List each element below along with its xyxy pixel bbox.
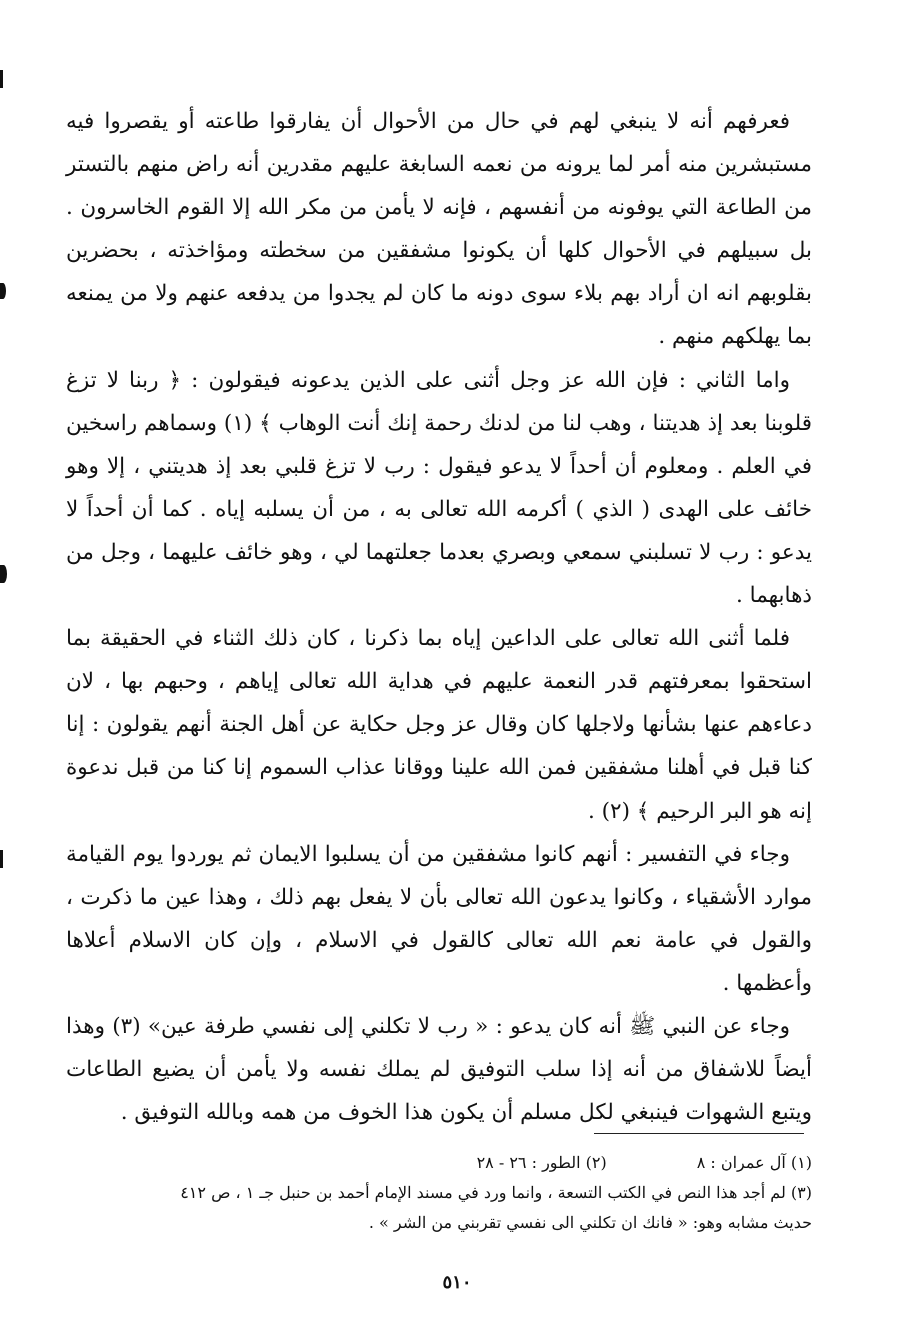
paragraph-1: فعرفهم أنه لا ينبغي لهم في حال من الأحوال أن يفارقوا طاعته أو يقصروا فيه مستبشرين منه أمر لما يرونه من نعمه السابغة عليهم مقدرين أنه راض منهم بالتستر من الطاعة التي يوفونه من أنفسهم ، فإنه لا يأمن من مكر الله إلا القوم الخاسرون . بل سبيلهم في الأحوال كلها أن يكونوا مشفقين من سخطته ومؤاخذته ، بحضرين بقلوبهم انه ان أراد بهم بلاء سوى دونه ما كان لم يجدوا من يدفعه عنهم ولا من يمنعه بما يهلكهم منهم . bbox=[66, 109, 812, 350]
margin-mark-top bbox=[0, 70, 3, 88]
margin-mark-upper bbox=[0, 283, 6, 299]
footnote-separator bbox=[594, 1133, 804, 1134]
paragraph-4: وجاء في التفسير : أنهم كانوا مشفقين من أن يسلبوا الايمان ثم يوردوا يوم القيامة موارد الأشقياء ، وكانوا يدعون الله تعالى بأن لا يفعل بهم ذلك ، وهذا عين ما ذكرت ، والقول في عامة نعم الله تعالى كالقول في الاسلام ، وإن كان الاسلام أعلاها وأعظمها . bbox=[66, 841, 812, 996]
paragraph-3: فلما أثنى الله تعالى على الداعين إياه بما ذكرنا ، كان ذلك الثناء في الحقيقة بما استحقوا بمعرفتهم قدر النعمة عليهم في هداية الله تعالى إياهم ، وحبهم بها ، لان دعاءهم عنها بشأنها ولاجلها كان وقال عز وجل حكاية عن أهل الجنة أنهم يقولون : إنا كنا قبل في أهلنا مشفقين فمن الله علينا ووقانا عذاب السموم إنا كنا من قبل ندعوة إنه هو البر الرحيم ﴾ (٢) . bbox=[66, 626, 812, 824]
footnote-1: (١) آل عمران : ٨ bbox=[696, 1153, 812, 1172]
footnote-3-line-1: (٣) لم أجد هذا النص في الكتب التسعة ، وانما ورد في مسند الإمام أحمد بن حنبل جـ ١ ، ص ٤١٢ bbox=[180, 1183, 812, 1202]
footnote-3-line-2: حديث مشابه وهو: « فانك ان تكلني الى نفسي تقربني من الشر » . bbox=[368, 1213, 812, 1232]
margin-mark-lower bbox=[0, 850, 3, 868]
footnote-2: (٢) الطور : ٢٦ - ٢٨ bbox=[476, 1153, 607, 1172]
page-number: ٥١٠ bbox=[442, 1272, 472, 1293]
paragraph-5: وجاء عن النبي ﷺ أنه كان يدعو : « رب لا تكلني إلى نفسي طرفة عين» (٣) وهذا أيضاً للاشفاق من أنه إذا سلب التوفيق لم يملك نفسه ولا يأمن أن يضيع الطاعات ويتبع الشهوات فينبغي لكل مسلم أن يكون هذا الخوف من همه وبالله التوفيق . bbox=[66, 1013, 812, 1126]
footnotes bbox=[66, 1148, 812, 1238]
paragraph-2: واما الثاني : فإن الله عز وجل أثنى على الذين يدعونه فيقولون : ﴿ ربنا لا تزغ قلوبنا بعد إذ هديتنا ، وهب لنا من لدنك رحمة إنك أنت الوهاب ﴾ (١) وسماهم راسخين في العلم . ومعلوم أن أحداً لا يدعو فيقول : رب لا تزغ قلبي بعد إذ هديتني ، إلا وهو خائف على الهدى ( الذي ) أكرمه الله تعالى به ، من أن يسلبه إياه . كما أن أحداً لا يدعو : رب لا تسلبني سمعي وبصري بعدما جعلتهما لي ، وهو خائف عليهما ، وجل من ذهابهما . bbox=[66, 367, 812, 609]
footnote-line-1 bbox=[66, 1148, 812, 1178]
margin-mark-middle bbox=[0, 565, 7, 583]
main-text bbox=[66, 100, 812, 1134]
